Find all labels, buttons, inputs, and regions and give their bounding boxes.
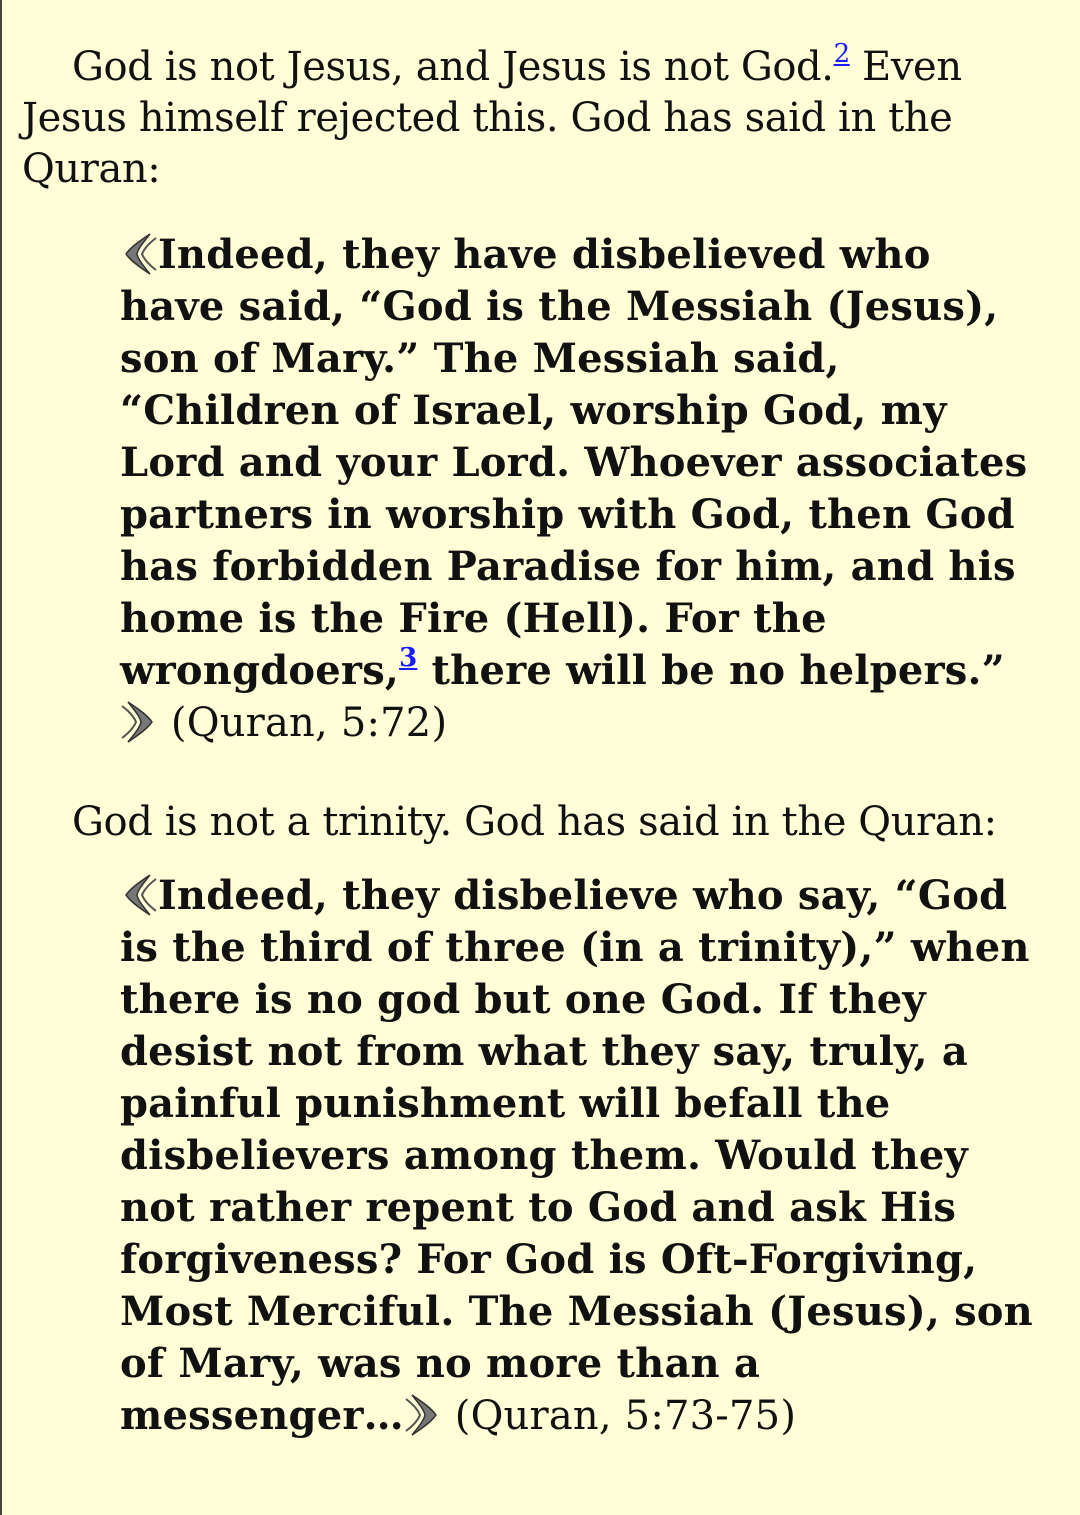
quran-reference: (Quran, 5:72): [158, 700, 448, 746]
footnote-link-2[interactable]: 2: [833, 39, 850, 69]
open-quote-bracket-icon: [120, 232, 158, 276]
open-quote-bracket-icon: [120, 873, 158, 917]
close-quote-bracket-icon: [404, 1393, 442, 1437]
footnote-ref-2: [834, 39, 850, 69]
quote-text-end: there will be no helpers.”: [417, 647, 1005, 694]
paragraph-text-start: God is not Jesus, and Jesus is not God.: [72, 44, 834, 90]
paragraph-god-is-not-jesus: [22, 0, 1042, 195]
paragraph-text-end: Even Jesus himself rejected this. God has said in the Quran:: [22, 44, 962, 192]
footnote-ref-3: [399, 643, 417, 673]
quote-text: Indeed, they disbelieve who say, “God is the third of three (in a trinity),” when there is no god but one God. If they desist not from what they say, truly, a painful punishment will befall the disbelievers among them. Would they not rather repent to God and ask His forgiveness? For God is Oft-Forgiving, Most Merciful. The Messiah (Jesus), son of Mary, was no more than a messenger…: [120, 872, 1033, 1439]
quran-quote-5-72: [120, 229, 1042, 749]
close-quote-bracket-icon: [120, 700, 158, 744]
paragraph-god-is-not-trinity: [22, 797, 1042, 848]
footnote-link-3[interactable]: 3: [399, 643, 418, 673]
quote-text-start: Indeed, they have disbelieved who have said, “God is the Messiah (Jesus), son of Mary.” The Messiah said, “Children of Israel, worship God, my Lord and your Lord. Whoever associates partners in worship with God, then God has forbidden Paradise for him, and his home is the Fire (Hell). For the wrongdoers,: [120, 231, 1028, 694]
quran-quote-5-73-75: [120, 870, 1042, 1442]
paragraph-text: God is not a trinity. God has said in the Quran:: [72, 799, 997, 845]
quran-reference: (Quran, 5:73-75): [441, 1393, 797, 1439]
